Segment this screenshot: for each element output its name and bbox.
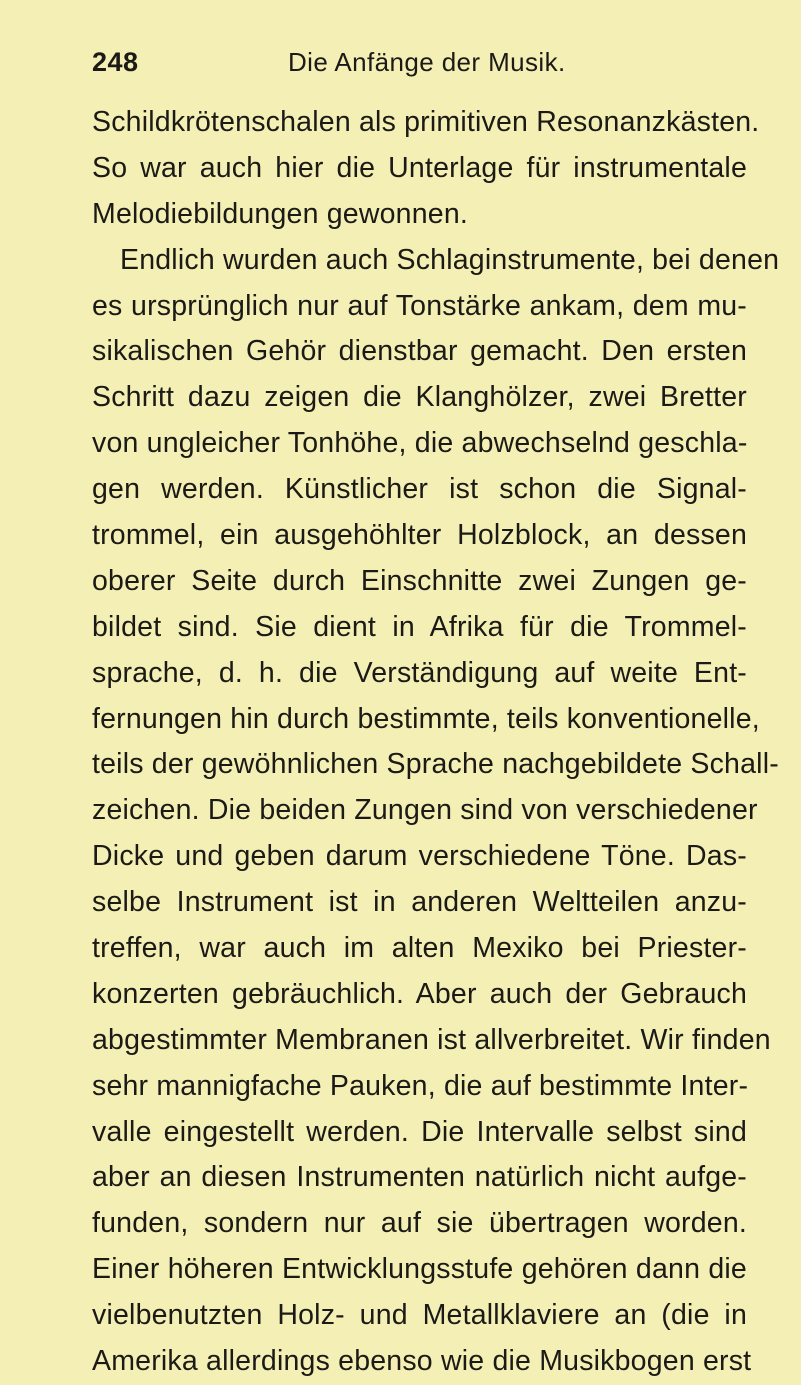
text-line: Dicke und geben darum verschiedene Töne. Das- <box>92 840 747 873</box>
body-text <box>92 100 780 1385</box>
text-line: selbe Instrument ist in anderen Weltteilen anzu- <box>92 886 747 919</box>
text-line: sehr mannigfache Pauken, die auf bestimmte Inter- <box>92 1069 749 1102</box>
text-line: gen werden. Künstlicher ist schon die Signal- <box>92 473 747 506</box>
text-line: Endlich wurden auch Schlaginstrumente, bei denen <box>120 243 780 276</box>
text-line: von ungleicher Tonhöhe, die abwechselnd geschla- <box>92 427 748 460</box>
text-line: Einer höheren Entwicklungsstufe gehören dann die <box>92 1253 747 1286</box>
text-line: vielbenutzten Holz- und Metallklaviere an (die in <box>92 1299 747 1332</box>
text-line: Amerika allerdings ebenso wie die Musikbogen erst <box>92 1345 752 1378</box>
text-line: Schildkrötenschalen als primitiven Resonanzkästen. <box>92 106 760 138</box>
text-line: sprache, d. h. die Verständigung auf weite Ent- <box>92 656 747 689</box>
text-line: sikalischen Gehör dienstbar gemacht. Den ersten <box>92 335 747 368</box>
text-line: Schritt dazu zeigen die Klanghölzer, zwei Bretter <box>92 381 747 414</box>
text-line: So war auch hier die Unterlage für instrumentale <box>92 151 747 184</box>
page-number: 248 <box>92 47 139 77</box>
text-line: aber an diesen Instrumenten natürlich nicht aufge- <box>92 1161 747 1194</box>
text-line: bildet sind. Sie dient in Afrika für die Trommel- <box>92 610 747 643</box>
text-line: abgestimmter Membranen ist allverbreitet. Wir finden <box>92 1023 771 1056</box>
text-line: oberer Seite durch Einschnitte zwei Zungen ge- <box>92 564 747 597</box>
text-line: trommel, ein ausgehöhlter Holzblock, an dessen <box>92 519 747 552</box>
text-line: valle eingestellt werden. Die Intervalle selbst sind <box>92 1115 747 1148</box>
text-line: teils der gewöhnlichen Sprache nachgebildete Schall- <box>92 748 779 781</box>
text-line: zeichen. Die beiden Zungen sind von verschiedener <box>92 794 758 827</box>
text-line: funden, sondern nur auf sie übertragen worden. <box>92 1207 747 1240</box>
text-line: konzerten gebräuchlich. Aber auch der Gebrauch <box>92 977 747 1010</box>
text-line: treffen, war auch im alten Mexiko bei Priester- <box>92 932 747 965</box>
text-line: Melodiebildungen gewonnen. <box>92 197 468 230</box>
running-head <box>92 47 742 81</box>
text-line: fernungen hin durch bestimmte, teils konventionelle, <box>92 702 760 735</box>
text-line: es ursprünglich nur auf Tonstärke ankam, dem mu- <box>92 289 747 322</box>
running-title: Die Anfänge der Musik. <box>288 47 566 77</box>
